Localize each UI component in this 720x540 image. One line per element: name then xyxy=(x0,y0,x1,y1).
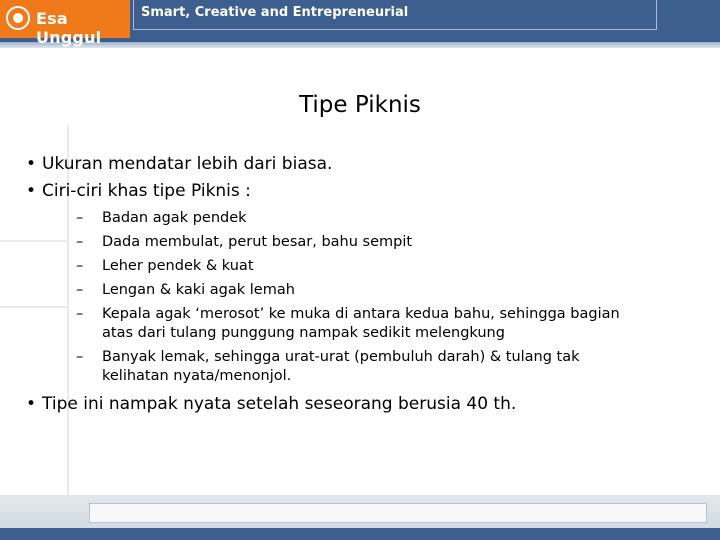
bullet-item xyxy=(26,394,517,414)
dash-icon: – xyxy=(76,210,84,226)
decor-line xyxy=(0,240,68,242)
bullet-text: Tipe ini nampak nyata setelah seseorang berusia 40 th. xyxy=(42,394,517,414)
logo xyxy=(0,0,130,47)
footer-strip xyxy=(0,528,720,540)
bullet-icon: • xyxy=(26,394,37,414)
dash-icon: – xyxy=(76,306,84,322)
bullet-item xyxy=(26,181,251,201)
logo-text: Esa Unggul xyxy=(36,9,102,47)
sub-bullet-item xyxy=(76,257,254,276)
logo-emblem-icon xyxy=(6,6,30,30)
sub-bullet-text: Dada membulat, perut besar, bahu sempit xyxy=(102,234,413,250)
footer-bar xyxy=(89,503,707,523)
bullet-icon: • xyxy=(26,181,37,201)
dash-icon: – xyxy=(76,282,84,298)
sub-bullet-item xyxy=(76,209,247,228)
sub-bullet-item xyxy=(76,348,580,367)
sub-bullet-text: kelihatan nyata/menonjol. xyxy=(102,368,292,384)
sub-bullet-text: Lengan & kaki agak lemah xyxy=(102,282,295,298)
sub-bullet-item xyxy=(76,281,295,300)
slide-title: Tipe Piknis xyxy=(299,92,421,118)
sub-bullet-continuation xyxy=(102,324,505,343)
bullet-item xyxy=(26,154,333,174)
sub-bullet-text: atas dari tulang punggung nampak sedikit melengkung xyxy=(102,325,505,341)
sub-bullet-continuation xyxy=(102,367,291,386)
sub-bullet-text: Badan agak pendek xyxy=(102,210,247,226)
sub-bullet-item xyxy=(76,233,413,252)
sub-bullet-text: Kepala agak ‘merosot’ ke muka di antara kedua bahu, sehingga bagian xyxy=(102,306,620,322)
dash-icon: – xyxy=(76,349,84,365)
sub-bullet-item xyxy=(76,305,620,324)
bullet-text: Ukuran mendatar lebih dari biasa. xyxy=(42,154,333,174)
bullet-text: Ciri-ciri khas tipe Piknis : xyxy=(42,181,251,201)
sub-bullet-text: Leher pendek & kuat xyxy=(102,258,254,274)
dash-icon: – xyxy=(76,234,84,250)
bullet-icon: • xyxy=(26,154,37,174)
sub-bullet-text: Banyak lemak, sehingga urat-urat (pembuluh darah) & tulang tak xyxy=(102,349,580,365)
tagline: Smart, Creative and Entrepreneurial xyxy=(141,5,409,20)
decor-line xyxy=(0,306,68,308)
dash-icon: – xyxy=(76,258,84,274)
